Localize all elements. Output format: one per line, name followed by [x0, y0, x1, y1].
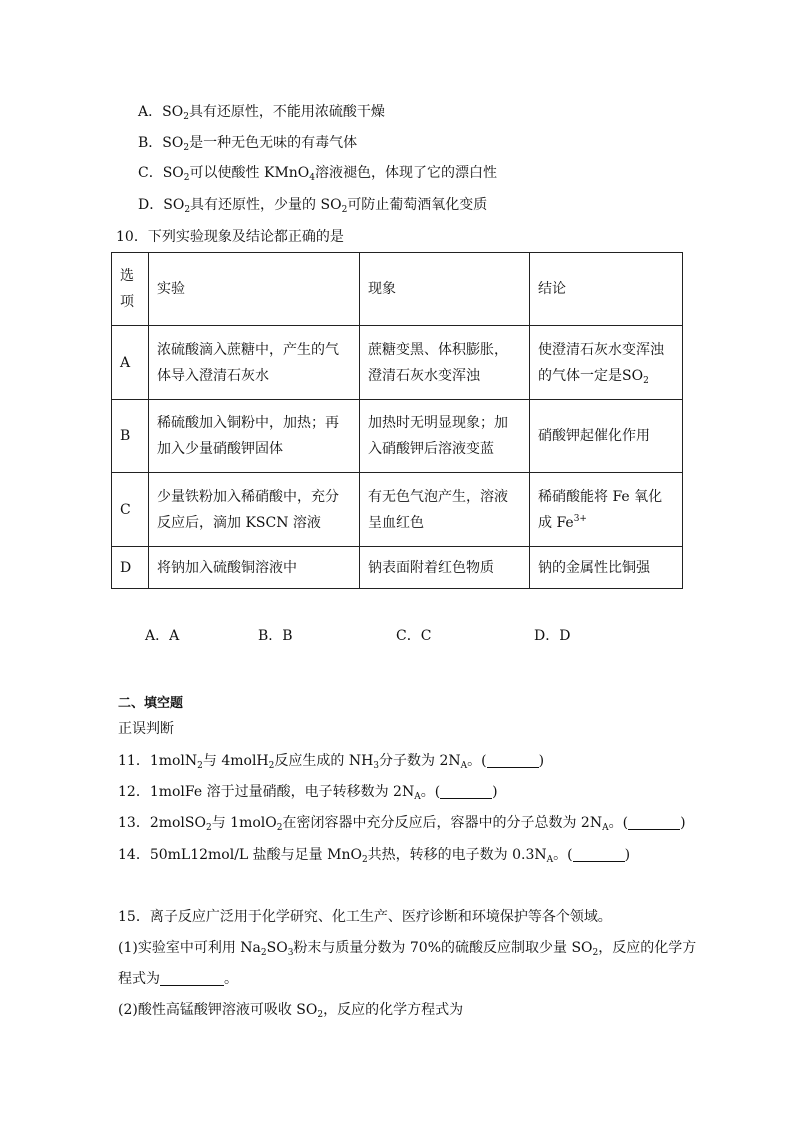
q9-option-a: A．$SO_2$具有还原性，不能用浓硫酸干燥	[138, 104, 385, 122]
row-phenomenon: 钠表面附着红色物质	[360, 547, 530, 589]
q10-choice-c: C．C	[396, 628, 432, 644]
row-conclusion: 硝酸钾起催化作用	[530, 400, 683, 473]
row-option: D	[112, 547, 149, 589]
row-conclusion: 使澄清石灰水变浑浊的气体一定是$SO_2$	[530, 326, 683, 400]
q10-stem: 10．下列实验现象及结论都正确的是	[116, 229, 344, 245]
q10-choice-d: D．D	[534, 628, 571, 644]
q14: 14．50mL12mol/L 盐酸与足量 MnO$_2$共热，转移的电子数为 $0.3N_A$。( )	[118, 847, 631, 865]
q15-part1: (1)实验室中可利用 $Na_2SO_3$粉末与质量分数为 70%的硫酸反应制取少量 $SO_2$，反应的化学方	[118, 940, 697, 958]
answer-blank[interactable]	[487, 753, 539, 768]
q9-option-d: D．$SO_2$具有还原性，少量的 $SO_2$可防止葡萄酒氧化变质	[138, 197, 488, 215]
q11: 11．1molN$_2$与 4molH$_2$反应生成的 $NH_3$分子数为 $2N_A$。( )	[118, 753, 545, 771]
table-row	[112, 473, 683, 547]
q15-stem: 15．离子反应广泛用于化学研究、化工生产、医疗诊断和环境保护等各个领域。	[118, 909, 612, 925]
row-phenomenon: 有无色气泡产生，溶液呈血红色	[360, 473, 530, 547]
header-experiment: 实验	[149, 253, 360, 326]
answer-blank[interactable]	[628, 815, 680, 830]
table-header-row	[112, 253, 683, 326]
row-phenomenon: 加热时无明显现象；加入硝酸钾后溶液变蓝	[360, 400, 530, 473]
q9-option-c: C．$SO_2$可以使酸性 KMnO$_4$溶液褪色，体现了它的漂白性	[138, 165, 498, 183]
section-title: 二、填空题	[118, 696, 184, 711]
q15-part2: (2)酸性高锰酸钾溶液可吸收 $SO_2$，反应的化学方程式为	[118, 1002, 464, 1020]
answer-blank[interactable]	[160, 971, 224, 986]
row-option: A	[112, 326, 149, 400]
q13: 13．2molSO$_2$与 1molO$_2$在密闭容器中充分反应后，容器中的分子总数为 $2N_A$。( )	[118, 815, 686, 833]
q9-option-b: B．$SO_2$是一种无色无味的有毒气体	[138, 135, 358, 153]
header-option: 选 项	[112, 253, 149, 326]
answer-blank[interactable]	[440, 784, 492, 799]
row-option: B	[112, 400, 149, 473]
row-experiment: 稀硫酸加入铜粉中，加热；再加入少量硝酸钾固体	[149, 400, 360, 473]
row-phenomenon: 蔗糖变黑、体积膨胀，澄清石灰水变浑浊	[360, 326, 530, 400]
header-conclusion: 结论	[530, 253, 683, 326]
row-experiment: 将钠加入硫酸铜溶液中	[149, 547, 360, 589]
table-row	[112, 326, 683, 400]
row-option: C	[112, 473, 149, 547]
q12: 12．1molFe 溶于过量硝酸，电子转移数为 $2N_A$。( )	[118, 784, 498, 802]
section-subtitle: 正误判断	[118, 721, 174, 737]
row-experiment: 浓硫酸滴入蔗糖中，产生的气体导入澄清石灰水	[149, 326, 360, 400]
q10-table	[111, 252, 683, 589]
table-row	[112, 400, 683, 473]
row-conclusion: 钠的金属性比铜强	[530, 547, 683, 589]
header-phenomenon: 现象	[360, 253, 530, 326]
q10-choice-a: A．A	[145, 628, 180, 644]
answer-blank[interactable]	[573, 847, 625, 862]
row-conclusion: 稀硝酸能将 Fe 氧化成 $Fe^{3+}$	[530, 473, 683, 547]
q10-choice-b: B．B	[258, 628, 293, 644]
row-experiment: 少量铁粉加入稀硝酸中，充分反应后，滴加 KSCN 溶液	[149, 473, 360, 547]
table-row	[112, 547, 683, 589]
q15-part1-cont: 程式为 。	[118, 971, 238, 987]
